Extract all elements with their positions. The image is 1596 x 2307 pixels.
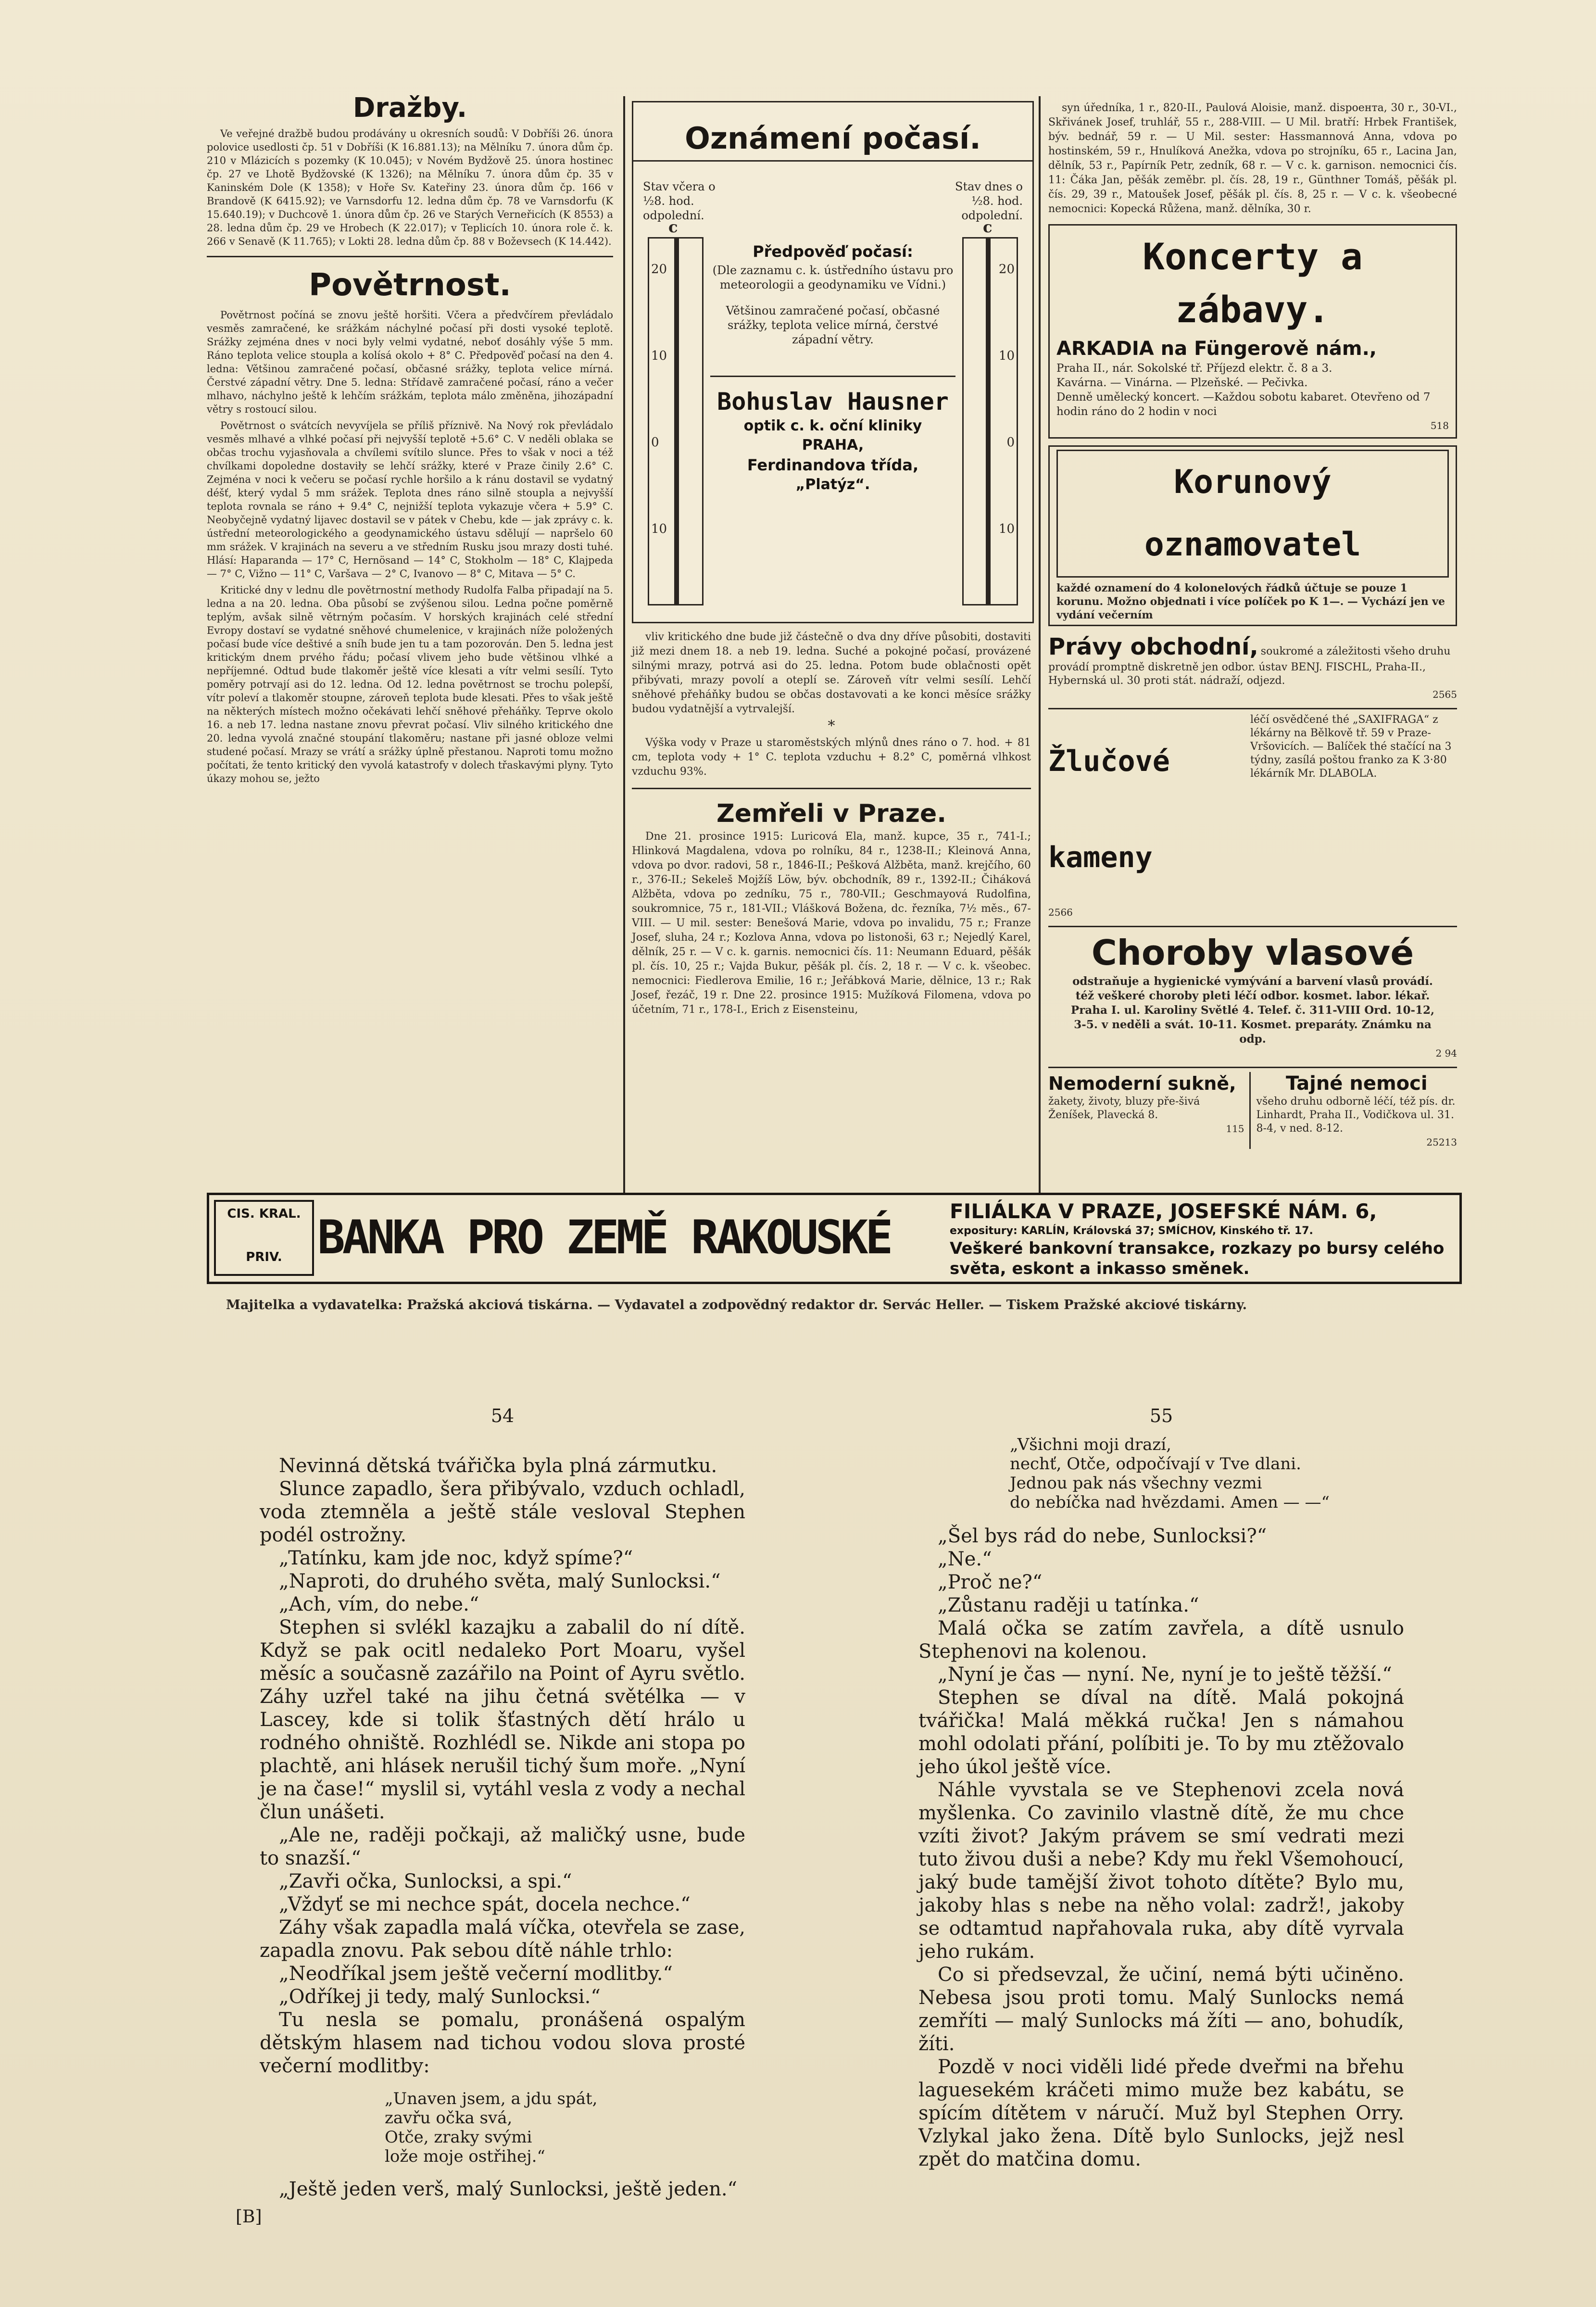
right-paragraph: „Nyní je čas — nyní. Ne, nyní je to ještě těžší.“: [938, 1664, 1392, 1686]
bank-badge-bottom: PRIV.: [246, 1250, 282, 1264]
book-left-page: [236, 1404, 745, 2229]
bank-line1: FILIÁLKA V PRAZE, JOSEFSKÉ NÁM. 6,: [950, 1199, 1377, 1223]
nemoderni-ad: [1048, 1072, 1251, 1149]
tick-20-left: 20: [651, 262, 667, 277]
povetrnost-heading: Povětrnost.: [309, 267, 511, 303]
drazby-text: Ve veřejné dražbě budou prodávány u okresních soudů: V Dobříši 26. února polovice usedlosti čp. 51 v Dobříši (K 16.881.13); na Mělníku 7. února dům čp. 210 v Mlázicích s pozemky (K 10.045); v Novém Bydžově 25. února hostinec čp. 27 ve Lhotě Bydžovské (K 1326); na Mělníku 7. února dům čp. 35 v Kaninském Dole (K 1358); v Hoře Sv. Kateřiny 23. února dům čp. 166 v Brandově (K 6415.92); ve Varnsdorfu 12. ledna dům čp. 78 ve Varnsdorfu (K 15.640.19); v Duchcově 1. února dům čp. 26 ve Starých Verneřicích (K 8553) a 28. ledna dům čp. 29 ve Hrobech (K 22.017); v Teplicích 10. února role č. k. 266 v Senavě (K 11.765); v Lokti 28. ledna dům čp. 88 v Boževsech (K 14.442).: [207, 128, 613, 247]
left-paragraph: „Zavři očka, Sunlocksi, a spi.“: [279, 1870, 572, 1892]
bank-banner: [207, 1193, 1462, 1284]
left-paragraph: Nevinná dětská tvářička byla plná zármutku.: [279, 1455, 717, 1477]
right-paragraph: „Proč ne?“: [938, 1571, 1043, 1593]
poem-line: „Všichni moji drazí,: [1010, 1435, 1171, 1454]
poem-line: Otče, zraky svými: [385, 2128, 532, 2147]
arkadia-line2: Kavárna. — Vinárna. — Plzeňské. — Pečivka.: [1056, 377, 1308, 389]
zemreli-continuation: syn úředníka, 1 r., 820-II., Paulová Aloisie, manž. dispoента, 30 r., 30-VI., Skřivánek Josef, truhlář, 55 r., 288-VIII. — U Mil. bratří: Hrbek František, býv. bednář, 59 r. — U Mil. sester: Hassmannová Anna, vdova po hostinském, 59 r., Hnulíková Anežka, vdova po strojníku, 65 r., Lacina Jan, dělník, 53 r., Papírník Petr, zedník, 68 r. — V c. k. garnison. nemocnici čís. 11: Čáka Jan, pěšák zeměbr. pl. čís. 28, 19 r., Günthner Tomáš, pěšák pl. čís. 29, 39 r., Matoušek Josef, pěšák pl. čís. 8, 25 r. — V c. k. všeobecné nemocnici: Kopecká Růžena, manž. dělníka, 30 r.: [1048, 102, 1457, 215]
left-paragraph: Tu nesla se pomalu, pronášená ospalým dětským hlasem nad tichou vodou slova prosté večerní modlitby:: [260, 2009, 745, 2077]
bottom-ads: [1048, 1067, 1457, 1149]
column-middle: [632, 630, 1031, 1020]
korunovy-ad: [1048, 445, 1457, 626]
forecast-panel: [710, 242, 955, 494]
star-divider: *: [828, 718, 835, 734]
forecast-text: Většinou zamračené počasí, občasné srážky, teplota velice mírná, čerstvé západní větry.: [726, 304, 940, 346]
tick-10-left: 10: [651, 349, 667, 363]
arkadia-number: 518: [1430, 420, 1449, 431]
thermo-tube-right: [986, 239, 991, 604]
left-poem: [385, 2089, 745, 2166]
choroby-number: 2 94: [1435, 1047, 1457, 1059]
column-right: [1048, 101, 1457, 1149]
poem-line: Jednou pak nás všechny vezmi: [1010, 1474, 1262, 1493]
poem-line: lože mojе ostřihej.“: [385, 2147, 545, 2166]
tick-m10-left: 10: [651, 522, 667, 536]
right-paragraph: „Šel bys rád do nebe, Sunlocksi?“: [938, 1525, 1267, 1547]
right-paragraph: „Ne.“: [938, 1548, 992, 1570]
tajne-ad: [1251, 1072, 1457, 1149]
zemreli-heading: Zemřeli v Praze.: [716, 799, 946, 828]
right-paragraph: Malá očka se zatím zavřela, a dítě usnulo Stephenovi na kolenou.: [918, 1617, 1404, 1663]
nemoderni-number: 115: [1226, 1123, 1244, 1135]
povetrnost-paragraph-2: Povětrnost o svátcích nevyvíjela se příliš příznivě. Na Nový rok převládalo vesměs mlhavé a vlhké počasí při nejvyšší teplotě +5.6° C. V neděli oblaka se občas trochu vyjasňovala a chvílemi svítilo slunce. Přes to však v noci a též chvílkami dopoledne dostaviły se lehčí srážky, které v Praze činily 2.6° C. Zejména v noci k večeru se počasí rychle horšilo a k ránu dostavil se vydatný déšť, který vydal 5 mm srážek. Teplota dnes ráno silně stoupla a nejvyšší teplota rovnala se ráno + 9.4° C, nejnižší teplota vykazuje včera + 5.9° C. Neobyčejně vydatný lijavec dostavil se v pátek v Chebu, kde — jak zprávy c. k. ústřední meteorologického a geodynamického ústavu sdělují — napršelo 60 mm srážek. V krajinách na severu a ve středním Rusku jsou mrazy dosti tuhé. Hlásí: Haparanda — 17° C, Hernösand — 14° C, Stokholm — 18° C, Klajpeda — 7° C, Vižno — 11° C, Varšava — 2° C, Ivanovo — 8° C, Mitava — 5° C.: [207, 420, 613, 580]
left-page-number: 54: [490, 1405, 515, 1426]
bank-name: BANKA PRO ZEMĚ RAKOUSKÉ: [317, 1210, 891, 1264]
right-paragraph: Pozdě v noci viděli lidé přede dveřmi na břehu laguesekém kráčeti mimo muže bez kabátu, se spícím dítětem v náručí. Muž byl Stephen Orry. Vzlykal jako žena. Dítě bylo Sunlocks, jejž nesl zpět do matčina domu.: [918, 2056, 1404, 2170]
optician-house: „Platýz“.: [795, 476, 870, 493]
thermo-right-label: Stav dnes o ½8. hod. odpolední.: [955, 180, 1023, 222]
poem-line: do nebíčka nad hvězdami. Amen — —“: [1010, 1493, 1330, 1512]
tick-20-right: 20: [998, 262, 1015, 277]
pravy-number: 2565: [1433, 689, 1457, 700]
tick-0-right: 0: [1006, 435, 1015, 450]
book-right-page: [918, 1404, 1404, 2171]
zemreli-text: Dne 21. prosince 1915: Luricová Ela, manž. kupce, 35 r., 741-I.; Hlinková Magdalena, vdova po rolníku, 84 r., 1238-II.; Kleinová Anna, vdova po dvor. radovi, 58 r., 1846-II.; Pešková Alžběta, manž. krejčího, 60 r., 376-II.; Sekeleš Mojžíš Löw, býv. obchodník, 89 r., 1392-II.; Čiháková Alžběta, vdova po zedníku, 75 r., 780-VII.; Geschmayová Rudolfina, soukromnice, 75 r., 181-VII.; Vlášková Božena, dc. řezníka, 7½ měs., 67-VIII. — U mil. sester: Benešová Marie, vdova po invalidu, 75 r.; Franze Josef, sluha, 24 r.; Kozlova Anna, vdova po listonoši, 63 r.; Nejedlý Karel, dělník, 25 r. — V c. k. garnis. nemocnici čís. 11: Neumann Eduard, pěšák pl. čís. 10, 25 r.; Vajda Bukur, pěšák pl. čís. 2, 18 r. — V c. k. všeobec. nemocnici: Fiedlerova Emilie, 16 r.; Jeřábková Marie, dělnice, 13 r.; Rak Josef, řezáč, 19 r. Dne 22. prosince 1915: Mužíková Filomena, vdova po účetním, 71 r., 178-I., Erich z Eisensteinu,: [632, 831, 1031, 1016]
scale-letter-left: c: [668, 218, 678, 236]
optician-city: PRAHA,: [802, 437, 864, 454]
right-paragraph: Co si předsevzal, že učiní, nemá býti učiněno. Nebesa jsou proti tomu. Malý Sunlocks nemá zemříti — malý Sunlocks má žíti — ano, bohudík, žíti.: [918, 1964, 1404, 2055]
thermometer-left: [648, 218, 704, 605]
left-paragraph: Stephen si svlékl kazajku a zabalil do ní dítě. Když se pak ocitl nedaleko Port Moaru, vyšel měsíc a současně zazářilo na Point of Ayru světlo. Záhy uzřel také na jihu četná světélka — v Lascey, kde si tolik šťastných dětí hrálo u rodného ohniště. Rozhlédl se. Nikde ani stopa po plachtě, ani hlásek nerušil tichý šum moře. „Nyní je na čase!“ myslil si, vytáhl vesla z vody a nechal člun unášeti.: [260, 1616, 745, 1823]
nemoderni-title: Nemoderní sukně,: [1048, 1073, 1236, 1094]
koncerty-ad: [1048, 224, 1457, 439]
korunovy-title: Korunový oznamovatel: [1056, 450, 1449, 578]
forecast-title: Předpověď počasí:: [753, 242, 913, 261]
pravy-ad: [1048, 633, 1457, 701]
optician-name: Bohuslav Hausner: [717, 388, 949, 416]
column-rule-1: [623, 96, 625, 1246]
forecast-source: (Dle zaznamu c. k. ústředního ústavu pro meteorologii a geodynamiku ve Vídni.): [712, 264, 954, 291]
weather-box-title: Oznámení počasí.: [633, 117, 1032, 162]
povetrnost-paragraph-1: Povětrnost počíná se znovu ještě horšiti. Včera a předvčírem převládalo vesměs zamračené, ke srážkám náchylné počasí při dosti vysoké teplotě. Srážky zejména dnes v noci byly velmi vydatné, neboť dosáhly výše 5 mm. Ráno teplota velice stoupla a kolísá okolo + 8° C. Předpověď počasí na den 4. ledna: Většinou zamračené počasí, občasné srážky, teplota velice mírná. Čerstvé západní větry. Dne 5. ledna: Střídavě zamračené počasí, ráno a večer mlhavo, náchylno ještě k lehčím srážkám, teplota málo změněna, jihozápadní větry s rostoucí silou.: [207, 309, 613, 415]
left-paragraph: „Naproti, do druhého světa, malý Sunlocksi.“: [279, 1570, 721, 1592]
korunovy-text: každé oznamení do 4 kolonelových řádků účtuje se pouze 1 korunu. Možno objednati i více políček po K 1—. — Vychází jen ve vydání večerním: [1056, 582, 1445, 621]
koncerty-title: Koncerty a zábavy.: [1143, 235, 1363, 331]
left-paragraph: Slunce zapadlo, šera přibývalo, vzduch ochladl, voda ztemněla a ještě stále veslоval Stephen podél ostrožny.: [260, 1478, 745, 1546]
newspaper-section: [207, 91, 1457, 1323]
bank-badge-top: CIS. KRAL.: [227, 1207, 301, 1221]
left-paragraph: „Tatínku, kam jde noc, když spíme?“: [279, 1547, 633, 1569]
section-divider: [632, 788, 1031, 789]
right-page-number: 55: [1149, 1405, 1173, 1426]
left-page-mark: [B]: [236, 2207, 262, 2227]
newspaper-footer: Majitelka a vydavatelka: Pražská akciová tiskárna. — Vydavatel a zodpovědný redaktor dr. Servác Heller. — Tiskem Pražské akciové tiskárny.: [226, 1298, 1247, 1312]
right-paragraph: Stephen se díval na dítě. Malá pokojná tvářička! Malá měkká ručka! Jen s námahou mohl odolati přání, políbiti je. To by mu ztěžovalo jeho úkol ještě více.: [918, 1687, 1404, 1778]
tick-0-left: 0: [651, 435, 659, 450]
section-divider: [207, 256, 613, 257]
poem-line: zavřu očka svá,: [385, 2108, 513, 2128]
thermo-tube-left: [674, 239, 679, 604]
nemoderni-text: žakety, životy, bluzy pře-šivá Ženíšek, Plavecká 8.: [1048, 1096, 1200, 1121]
left-paragraph: „Neodříkal jsem ještě večerní modlitby.“: [279, 1963, 673, 1985]
poem-line: nechť, Otče, odpočívají v Tve dlani.: [1010, 1454, 1301, 1474]
optician-line: optik c. k. oční kliniky: [743, 417, 922, 434]
pravy-text: soukromé a záležitosti všeho druhu provádí promptně diskretně jen odbor. ústav BENJ. FISCHL, Praha-II., Hybernská ul. 30 proti stát. nádraží, odjezd.: [1048, 645, 1451, 687]
zlucove-text: léčí osvědčené thé „SAXIFRAGA“ z lékárny na Bělkově tř. 59 v Praze-Vršovicích. — Balíček thé stačící na 3 týdny, zasílá poštou franko za K 3·80 lékárník Mr. DLABOLA.: [1250, 714, 1452, 780]
arkadia-venue: ARKADIA na Füngerově nám.,: [1056, 338, 1377, 360]
left-paragraph: Záhy však zapadla malá víčka, otevřela se zase, zapadla znovu. Pak sebou dítě náhle trhlo:: [260, 1916, 745, 1962]
left-paragraph: „Ale ne, raději počkaji, až maličký usne, bude to snazší.“: [260, 1824, 745, 1869]
left-paragraph: „Vždyť se mi nechce spát, docela nechce.“: [279, 1893, 691, 1916]
right-paragraph: „Zůstanu raději u tatínka.“: [938, 1594, 1199, 1616]
water-level-text: Výška vody v Praze u staroměstských mlýnů dnes ráno o 7. hod. + 81 cm, teplota vody + 1° C. teplota vzduchu + 8.2° C, poměrná vlhkost vzduchu 93%.: [632, 737, 1031, 778]
arkadia-line1: Praha II., nár. Sokolské tř. Příjezd elektr. č. 8 a 3.: [1056, 362, 1332, 375]
zlucove-ad: [1048, 708, 1457, 919]
left-last-line: „Ještě jeden verš, malý Sunlocksi, ještě jeden.“: [279, 2178, 738, 2200]
thermo-left-label: Stav včera o ½8. hod. odpolední.: [643, 180, 716, 222]
left-paragraph: „Ach, vím, do nebe.“: [279, 1593, 479, 1615]
tajne-title: Tajné nemoci: [1285, 1072, 1428, 1095]
povetrnost-paragraph-3: Kritické dny v lednu dle povětrnostní methody Rudolfa Falba připadají na 5. ledna a na 20. ledna. Oba působí se zvýšenou silou. Ledna počne poměrně teplým, avšak silně větrným počasím. V horských krajinách celé střední Evropy dostaví se vydatné sněhové chumelenice, v krajinách níže položených počasí bude více deštivé a sníh bude jen tu a tam pozorován. Den 5. ledna jest kritickým dnem prvého řádu; počasí vlivem jeho bude většinou vlhké a nepříjemné. Odtud bude tlakoměr ještě více klesati a vítr velmi sesílí. Tyto poměry potrvají asi do 12. ledna. Od 12. ledna povětrnost se trochu polepší, vítr poleví a tlakoměr stoupne, zároveň teplota bude klesati. Přes to však ještě na některých místech možno očekávati lehčí sněhové přeháňky. Teprve okolo 16. a neb 17. ledna nastane znovu převrat počasí. Vliv silného kritického dne 20. ledna vyvolá značné stoupání tlakoměru; nastane při jasné obloze velmi studené počasí. Mrazy se vrátí a srážky úplně přestanou. Naproti tomu možno počítati, že tento kritický den vyvolá katastrofy v dolech třaskavými plyny. Tyto úkazy mohou se, ježto: [207, 584, 613, 784]
thermometer-right: [962, 218, 1018, 605]
poem-line: „Unaven jsem, a jdu spát,: [385, 2089, 598, 2108]
bank-details: [950, 1199, 1450, 1279]
bank-line3: Veškeré bankovní transakce, rozkazy po bursy celého světa, eskont a inkasso směnek.: [950, 1239, 1445, 1278]
tick-10-right: 10: [998, 349, 1015, 363]
choroby-title: Choroby vlasové: [1091, 933, 1414, 973]
bank-line2: expositury: KARLÍN, Královská 37; SMÍCHOV, Kinského tř. 17.: [950, 1225, 1313, 1237]
optician-street: Ferdinandova třída,: [747, 456, 919, 474]
weather-box: [632, 101, 1034, 623]
column-rule-2: [1039, 96, 1041, 1246]
kriticke-continuation: vliv kritického dne bude již částečně o dva dny dříve působiti, dostaviti již mezi dnem 18. a neb 19. ledna. Suché a pokojné počasí, provázené silnými mrazy, potrvá asi do 25. ledna. Potom bude oblačnosti opět přibývati, mrazy povolí a oteplí se. Zároveň vítr velmi sesílí. Lehčí sněhové přeháňky budou se občas dostavovati a ke konci měsíce srážky budou vydatnější a vytrvalejší.: [632, 631, 1031, 715]
arkadia-line3: Denně umělecký koncert. —Každou sobotu kabaret. Otevřeno od 7 hodin ráno do 2 hodin v noci: [1056, 391, 1431, 418]
zlucove-title: Žlučové kameny: [1048, 744, 1170, 874]
tajne-number: 25213: [1426, 1136, 1457, 1148]
tajne-text: všeho druhu odborně léčí, též pís. dr. Linhardt, Praha II., Vodičkova ul. 31. 8-4, v ned. 8-12.: [1256, 1096, 1456, 1135]
scale-letter-right: c: [983, 218, 993, 236]
choroby-text: odstraňuje a hygienické vymývání a barvení vlasů provádí. též veškeré choroby pleti léčí odbor. kosmet. labor. lékař. Praha I. ul. Karoliny Světlé 4. Telef. č. 311-VIII Ord. 10-12, 3-5. v neděli a svát. 10-11. Kosmet. preparáty. Známku na odp.: [1070, 975, 1435, 1046]
choroby-ad: [1048, 926, 1457, 1060]
tick-m10-right: 10: [998, 522, 1015, 536]
drazby-heading: Dražby.: [352, 92, 467, 124]
zlucove-number: 2566: [1048, 907, 1073, 918]
column-left: [207, 91, 613, 788]
pravy-title: Právy obchodní,: [1048, 633, 1258, 660]
bank-badge: [214, 1200, 314, 1276]
right-paragraph: Náhle vyvstala se ve Stephenovi zcela nová myšlenka. Co zavinilo vlastně dítě, že mu chce vzíti život? Jakým právem se smí vedrati mezi tuto živou duši a nebe? Kdy mu řekl Všemohoucí, jaký bude tamější život tohoto dítěte? Bylo mu, jakoby hlas s nebe na něho volal: zadrž!, jakoby se odtamtud napřahovala ruka, aby dítě vyrvala jeho rukám.: [918, 1779, 1404, 1963]
left-paragraph: „Odříkej ji tedy, malý Sunlocksi.“: [279, 1986, 601, 2008]
right-poem: [1010, 1435, 1404, 1512]
